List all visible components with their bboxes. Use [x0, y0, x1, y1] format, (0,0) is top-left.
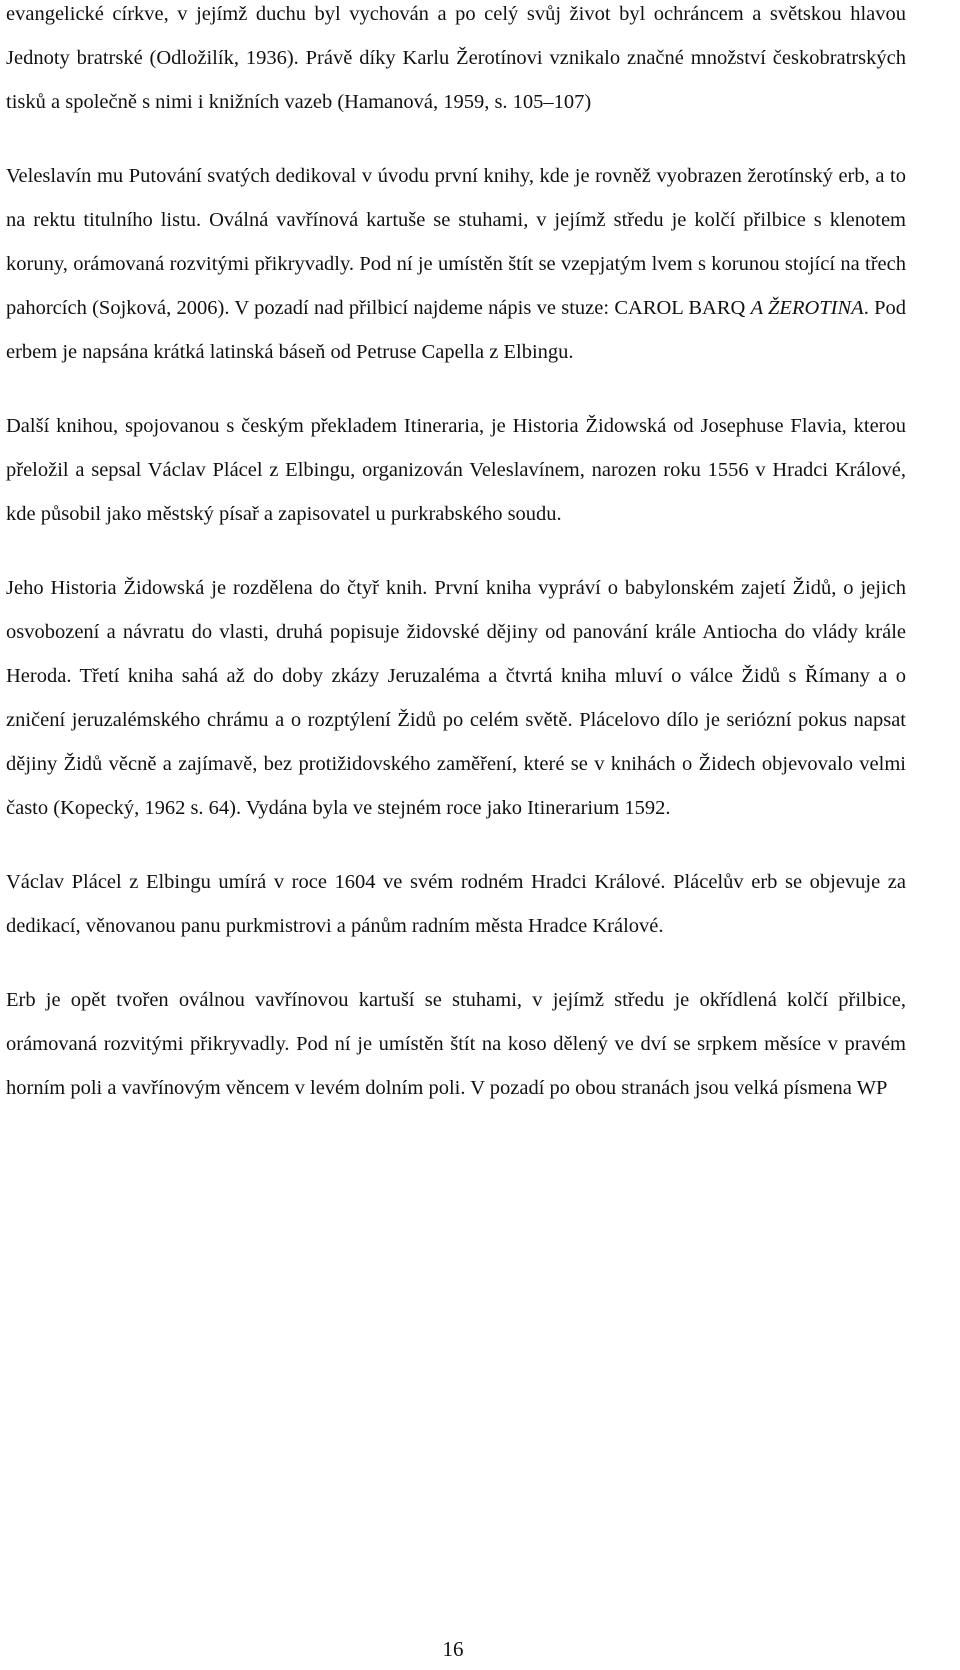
- paragraph-placel-death: Václav Plácel z Elbingu umírá v roce 1604 ve svém rodném Hradci Králové. Plácelův erb se objevuje za dedikací, věnovanou panu purkmistrovi a pánům radním města Hradce Králové.: [6, 871, 906, 937]
- paragraph-zerotin-intro: evangelické církve, v jejímž duchu byl vychován a po celý svůj život byl ochráncem a světskou hlavou Jednoty bratrské (Odložilík, 1936). Právě díky Karlu Žerotínovi vznikalo značné množství českobratrských tisků a společně s nimi i knižních vazeb (Hamanová, 1959, s. 105–107): [6, 3, 906, 113]
- paragraph-historia-zidowska: Další knihou, spojovanou s českým překladem Itineraria, je Historia Židowská od Josephuse Flavia, kterou přeložil a sepsal Václav Plácel z Elbingu, organizován Veleslavínem, narozen roku 1556 v Hradci Králové, kde působil jako městský písař a zapisovatel u purkrabského soudu.: [6, 415, 906, 525]
- paragraph-text-end: . Pod erbem je napsána krátká latinská báseň od Petruse Capella z Elbingu.: [6, 297, 907, 363]
- document-page: [6, 0, 906, 1140]
- italic-inscription: A ŽEROTINA: [750, 297, 864, 319]
- paragraph-veleslavin-dedication: [6, 154, 906, 374]
- paragraph-text-start: Veleslavín mu Putování svatých dedikoval v úvodu první knihy, kde je rovněž vyobrazen žerotínský erb, a to na rektu titulního listu. Oválná vavřínová kartuše se stuhami, v jejímž středu je kolčí přilbice s klenotem koruny, orámovaná rozvitými přikryvadly. Pod ní je umístěn štít se vzepjatým lvem s korunou stojící na třech pahorcích (Sojková, 2006). V pozadí nad přilbicí najdeme nápis ve stuze: CAROL BARQ: [6, 165, 906, 319]
- paragraph-four-books: Jeho Historia Židowská je rozdělena do čtyř knih. První kniha vypráví o babylonském zajetí Židů, o jejich osvobození a návratu do vlasti, druhá popisuje židovské dějiny od panování krále Antiocha do vlády krále Heroda. Třetí kniha sahá až do doby zkázy Jeruzaléma a čtvrtá kniha mluví o válce Židů s Římany a o zničení jeruzalémského chrámu a o rozptýlení Židů po celém světě. Plácelovo dílo je seriózní pokus napsat dějiny Židů věcně a zajímavě, bez protižidovského zaměření, které se v knihách o Židech objevovalo velmi často (Kopecký, 1962 s. 64). Vydána byla ve stejném roce jako Itinerarium 1592.: [6, 577, 906, 819]
- paragraph-coat-of-arms: Erb je opět tvořen oválnou vavřínovou kartuší se stuhami, v jejímž středu je okřídlená kolčí přilbice, orámovaná rozvitými přikryvadly. Pod ní je umístěn štít na koso dělený ve dví se srpkem měsíce v pravém horním poli a vavřínovým věncem v levém dolním poli. V pozadí po obou stranách jsou velká písmena WP: [6, 989, 906, 1099]
- page-number: 16: [442, 1637, 464, 1661]
